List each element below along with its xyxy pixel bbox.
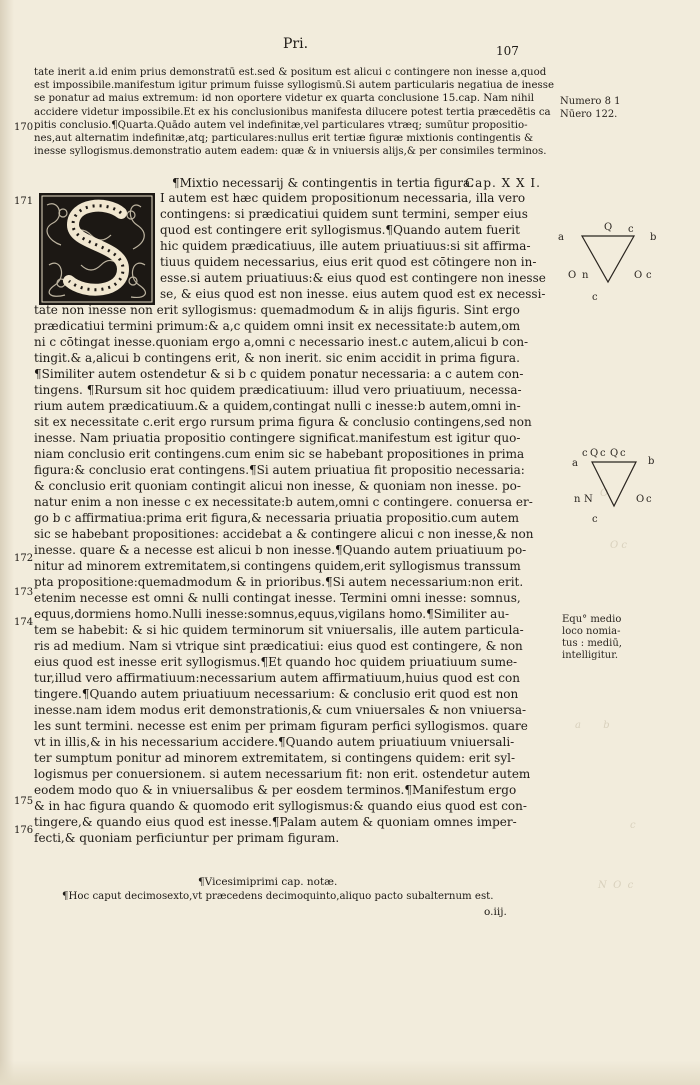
margin-line-number: 171 (14, 196, 34, 207)
top-paragraph (34, 66, 554, 158)
text-line: tingens. ¶Rursum sit hoc quidem prædicatiuum: illud vero priuatiuum, necessa- (34, 383, 522, 397)
text-line: pta propositione:quemadmodum & in prioribus.¶Si autem necessarium:non erit. (34, 575, 524, 589)
bleed-through-mark: N O c (598, 880, 634, 891)
notes-heading: ¶Vicesimiprimi cap. notæ. (198, 876, 338, 888)
diagram-label: a (558, 232, 564, 243)
diagram-label: c (646, 270, 652, 281)
diagram-label: Q (590, 448, 599, 459)
diagram-label: c (620, 448, 626, 459)
margin-line-number: 172 (14, 553, 34, 564)
triangle-shape (592, 462, 636, 506)
notes-text: ¶Hoc caput decimosexto,vt præcedens decimoquinto,aliquo pacto subalternum est. (62, 891, 494, 902)
text-line: tingere.¶Quando autem priuatiuum necessarium: & conclusio erit quod est non (34, 687, 519, 701)
text-line: equus,dormiens homo.Nulli inesse:somnus,equus,vigilans homo.¶Similiter au- (34, 607, 510, 621)
text-line: hic quidem prædicatiuus, ille autem priuatiuus:si sit affirma- (160, 239, 531, 253)
text-line: prædicatiui termini primum:& a,c quidem omni insit ex necessitate:b autem,om (34, 319, 521, 333)
text-line: fecti,& quoniam perficiuntur per primam figuram. (34, 831, 340, 845)
text-line: est impossibile.manifestum igitur primum fuisse syllogismū.Si autem particularis negatiua de inesse (34, 80, 554, 92)
text-line: ¶Similiter autem ostendetur & si b c quidem ponatur necessaria: a c autem con- (34, 367, 524, 381)
text-line: inesse.nam idem modus erit demonstrationis,& cum vniuersales & non vniuersa- (34, 703, 527, 717)
text-line: inesse. quare & a necesse est alicui b non inesse.¶Quando autem priuatiuum po- (34, 543, 527, 557)
text-line: contingens: si prædicatiui quidem sunt termini, semper eius (160, 207, 528, 221)
diagram-label: c (582, 448, 588, 459)
main-paragraph (34, 190, 554, 846)
bleed-through-mark: O c (610, 540, 627, 551)
margin-line-number: 176 (14, 825, 34, 836)
text-line: eius quod est inesse erit syllogismus.¶Et quando hoc quidem priuatiuum sume- (34, 655, 518, 669)
page-bottom-shade (0, 1060, 700, 1085)
text-line: tur,illud vero affirmatiuum:necessarium autem affirmatiuum,huius quod est con (34, 671, 520, 685)
text-line: accidere videtur impossibile.Et ex his conclusionibus manifesta dilucere potest tertia præcedētis ca (34, 106, 551, 118)
text-line: pitis conclusio.¶Quarta.Quādo autem vel indefinitæ,vel particulares vtræq; sumūtur propositio- (34, 119, 528, 131)
text-line: tingere,& quando eius quod est inesse.¶Palam autem & quoniam omnes imper- (34, 815, 517, 829)
margin-line-number: 170 (14, 122, 34, 133)
page-number: 107 (496, 44, 519, 58)
text-line: sic se habebant propositiones: accidebat a & contingere alicui c non inesse,& non (34, 527, 534, 541)
diagram-label: Q (604, 222, 613, 233)
margin-note-numero: Numero 8 1 (560, 96, 621, 107)
margin-note-line: tus : mediū, (562, 638, 622, 649)
margin-note-medio (562, 614, 622, 662)
diagram-label: b (648, 456, 655, 467)
bleed-through-mark: a b (575, 720, 610, 731)
text-line: go b c affirmatiua:prima erit figura,& necessaria priuatia propositio.cum autem (34, 511, 519, 525)
text-line: nitur ad minorem extremitatem,si contingens quidem,erit syllogismus transsum (34, 559, 521, 573)
syllogism-triangle-diagram (554, 444, 664, 534)
text-line: tiuus quidem necessarius, eius erit quod est cōtingere non in- (160, 255, 537, 269)
diagram-label: c (592, 514, 598, 525)
text-line: ris ad medium. Nam si vtrique sint prædicatiui: eius quod est contingere, & non (34, 639, 523, 653)
text-line: & in hac figura quando & quomodo erit syllogismus:& quando eius quod est con- (34, 799, 527, 813)
text-line: eodem modo quo & in vniuersalibus & per eosdem terminos.¶Manifestum ergo (34, 783, 517, 797)
margin-note-numero: Nūero 122. (560, 109, 618, 120)
triangle-shape (582, 236, 634, 282)
diagram-label: a (572, 458, 578, 469)
text-line: tate inerit a.id enim prius demonstratū est.sed & positum est alicui c contingere non inesse a,quod (34, 67, 547, 78)
text-line: ni c cōtingat inesse.quoniam ergo a,omni c necessario inest.c autem,alicui b con- (34, 335, 529, 349)
text-line: ter sumptum ponitur ad minorem extremitatem, si contingens quidem: erit syl- (34, 751, 516, 765)
margin-note-line: intelligitur. (562, 650, 619, 661)
text-line: quod est contingere erit syllogismus.¶Quando autem fuerit (160, 223, 520, 237)
text-line: tate non inesse non erit syllogismus: quemadmodum & in alijs figuris. Sint ergo (34, 303, 520, 317)
margin-line-number: 173 (14, 587, 34, 598)
bleed-through-mark: O (600, 488, 609, 499)
text-line: vt in illis,& in his necessarium accidere.¶Quando autem priuatiuum vniuersali- (34, 735, 515, 749)
text-line: inesse. Nam priuatia propositio contingere significat.manifestum est igitur quo- (34, 431, 521, 445)
syllogism-triangle-diagram (554, 218, 664, 308)
bleed-through-mark: c (630, 820, 636, 831)
text-line: rium autem prædicatiuum.& a quidem,contingat nulli c inesse:b autem,omni in- (34, 399, 521, 413)
diagram-label: n (574, 494, 581, 505)
diagram-label: c (592, 292, 598, 303)
text-line: logismus per conuersionem. si autem necessarium fit: non erit. ostendetur autem (34, 767, 531, 781)
diagram-label: n (582, 270, 589, 281)
diagram-label: c (628, 224, 634, 235)
text-line: natur enim a non inesse c ex necessitate:b autem,omni c contingere. conuersa er- (34, 495, 533, 509)
text-line: niam conclusio erit contingens.cum enim sic se habebant propositiones in prima (34, 447, 525, 461)
text-line: se, & eius quod est non inesse. eius autem quod est ex necessi- (160, 287, 546, 301)
text-line: figura:& conclusio erat contingens.¶Si autem priuatiua fit propositio necessaria: (34, 463, 525, 477)
diagram-label: c (600, 448, 606, 459)
margin-note-line: loco nomia- (562, 626, 621, 637)
text-line: etenim necesse est omni & nulli contingat inesse. Termini omni inesse: somnus, (34, 591, 521, 605)
diagram-label: N (584, 494, 593, 505)
text-line: se ponatur ad maius extremum: id non oportere videtur ex quarta conclusione 15.cap. Nam nihil (34, 93, 535, 105)
chapter-label: Cap. X X I. (465, 176, 541, 190)
diagram-label: O (634, 270, 643, 281)
page-edge-shadow (0, 0, 14, 1085)
text-line: tingit.& a,alicui b contingens erit, & non inerit. sic enim accidit in prima figura. (34, 351, 520, 365)
text-line: les sunt termini. necesse est enim per primam figuram perfici syllogismos. quare (34, 719, 528, 733)
signature-mark: o.iij. (484, 906, 507, 918)
margin-line-number: 175 (14, 796, 34, 807)
diagram-label: O (636, 494, 645, 505)
chapter-title: ¶Mixtio necessarij & contingentis in tertia figura. (172, 176, 474, 190)
margin-line-number: 174 (14, 617, 34, 628)
text-line: esse.si autem priuatiuus:& eius quod est contingere non inesse (160, 271, 546, 285)
diagram-label: c (646, 494, 652, 505)
diagram-label: Q (610, 448, 619, 459)
diagram-label: b (650, 232, 657, 243)
text-line: inesse syllogismus.demonstratio autem eadem: quæ & in vniuersis alijs,& per consimiles terminos. (34, 146, 547, 158)
text-line: I autem est hæc quidem propositionum necessaria, illa vero (160, 191, 526, 205)
text-line: tem se habebit: & si hic quidem terminorum sit vniuersalis, ille autem particula- (34, 623, 524, 637)
text-line: & conclusio erit quoniam contingit alicui non inesse, & quoniam non inesse. po- (34, 479, 521, 493)
margin-note-line: Equ° medio (562, 614, 622, 625)
text-line: sit ex necessitate c.erit ergo rursum prima figura & conclusio contingens,sed non (34, 415, 532, 429)
running-header: Pri. (283, 36, 309, 52)
text-line: nes,aut alternatim indefinitæ,atq; particulares:nullus erit tertiæ figuræ mixtionis contingentis & (34, 132, 534, 144)
diagram-label: O (568, 270, 577, 281)
